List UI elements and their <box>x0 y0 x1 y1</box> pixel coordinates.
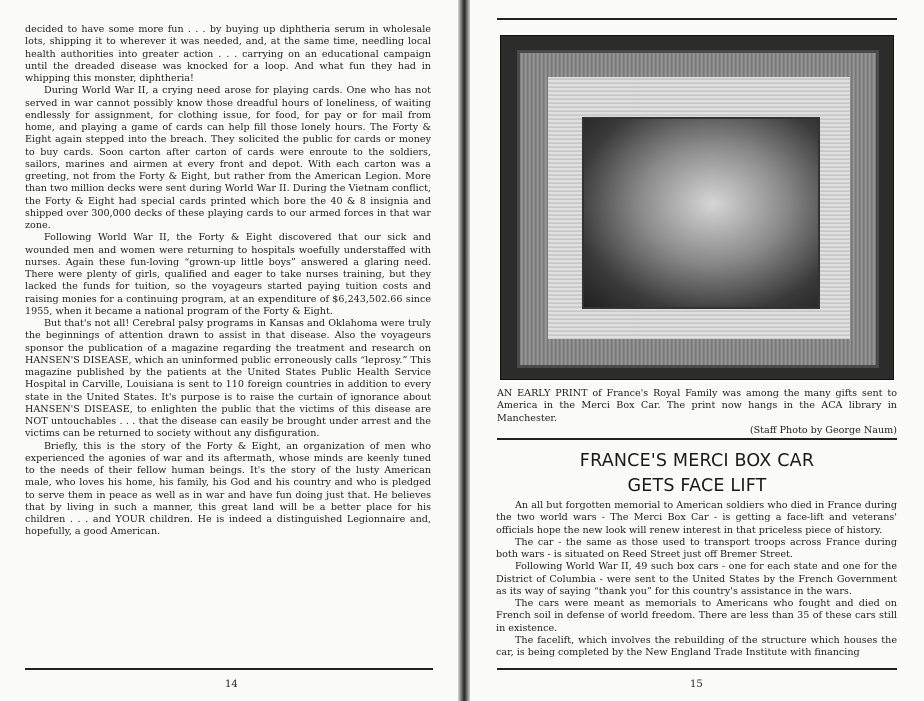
right-paragraph-2: The car - the same as those used to transport troops across France during both wars - is situated on Reed Street just off Bremer Street. <box>496 536 897 560</box>
right-header-rule <box>497 18 897 20</box>
headline-line-1: FRANCE'S MERCI BOX CAR <box>579 451 815 471</box>
right-paragraph-4: The cars were meant as memorials to Americans who fought and died on French soil in defense of world freedom. There are less than 35 of these cars still in existence. <box>496 598 897 634</box>
headline-top-rule <box>497 438 897 440</box>
royal-family-print-image <box>582 117 820 309</box>
caption-text: AN EARLY PRINT of France's Royal Family was among the many gifts sent to America in the Merci Box Car. The print now hangs in the ACA library in Manchester. <box>497 388 897 424</box>
right-page-article <box>496 500 897 659</box>
right-paragraph-3: Following World War II, 49 such box cars - one for each state and one for the District of Columbia - were sent to the United States by the French Government as its way of saying “thank you” for this country's assistance in the wars. <box>496 561 897 597</box>
photo-caption <box>497 388 897 437</box>
left-paragraph-1: decided to have some more fun . . . by buying up diphtheria serum in wholesale lots, shipping it to wherever it was needed, and, at the same time, needling local health authorities into greater action . . . carrying on an educational campaign until the dreaded disease was knocked for a loop. And what fun they had in whipping this monster, diphtheria! <box>25 24 431 84</box>
right-page-number: 15 <box>690 679 703 690</box>
article-headline <box>497 449 897 499</box>
book-gutter <box>458 0 470 701</box>
photo-credit: (Staff Photo by George Naum) <box>749 424 897 436</box>
left-paragraph-5: Briefly, this is the story of the Forty & Eight, an organization of men who experienced the agonies of war and its aftermath, whose minds are keenly tuned to the needs of their fellow human beings. It's the story of the lusty American male, who loves his home, his family, his God and his country and who is pledged to serve them in peace as well as in war and have fun doing just that. He believes that by living in such a manner, this great land will be a better place for his children . . . and YOUR children. He is indeed a distinguished Legionnaire and, hopefully, a good American. <box>25 440 431 538</box>
right-paragraph-5: The facelift, which involves the rebuilding of the structure which houses the car, is being completed by the New England Trade Institute with financing <box>496 634 897 658</box>
right-paragraph-1: An all but forgotten memorial to American soldiers who died in France during the two world wars - The Merci Box Car - is getting a face-lift and veterans' officials hope the new look will renew interest in that priceless piece of history. <box>496 500 897 536</box>
left-paragraph-4: But that's not all! Cerebral palsy programs in Kansas and Oklahoma were truly the beginnings of attention drawn to assist in that disease. Also the voyageurs sponsor the publication of a magazine regarding the treatment and research on HANSEN'S DISEASE, which an uninformed public erroneously calls “leprosy.” This magazine published by the patients at the United States Public Health Service Hospital in Carville, Louisiana is sent to 110 foreign countries in addition to every state in the United States. It's purpose is to raise the curtain of ignorance about HANSEN'S DISEASE, to enlighten the public that the victims of this disease are NOT untouchables . . . that the disease can easily be brought under arrest and the victims can be returned to society without any disfiguration. <box>25 318 431 440</box>
left-page-number: 14 <box>225 679 238 690</box>
frame-molding <box>517 50 879 368</box>
left-page-article <box>25 24 431 539</box>
framed-print-photo <box>500 35 894 380</box>
print-mat <box>548 77 850 339</box>
left-paragraph-3: Following World War II, the Forty & Eight discovered that our sick and wounded men and women were returning to hospitals woefully understaffed with nurses. Again these fun-loving “grown-up little boys” answered a glaring need. There were plenty of girls, qualified and eager to take nurses training, but they lacked the funds for tuition, so the voyageurs started paying tuition costs and raising monies for a continuing program, at an expenditure of $6,243,502.66 since 1955, when it became a national program of the Forty & Eight. <box>25 232 431 317</box>
right-footer-rule <box>497 668 897 670</box>
left-paragraph-2: During World War II, a crying need arose for playing cards. One who has not served in war cannot possibly know those dreadful hours of loneliness, of waiting endlessly for assignment, for clothing issue, for food, for pay or for mail from home, and playing a game of cards can help fill those lonely hours. The Forty & Eight again stepped into the breach. They solicited the public for cards or money to buy cards. Soon carton after carton of cards were enroute to the soldiers, sailors, marines and airmen at every front and depot. With each carton was a greeting, not from the Forty & Eight, but rather from the American Legion. More than two million decks were sent during World War II. During the Vietnam conflict, the Forty & Eight had special cards printed which bore the 40 & 8 insignia and shipped over 300,000 decks of these playing cards to our armed forces in that war zone. <box>25 85 431 231</box>
headline-line-2: GETS FACE LIFT <box>627 476 767 496</box>
left-footer-rule <box>25 668 433 670</box>
